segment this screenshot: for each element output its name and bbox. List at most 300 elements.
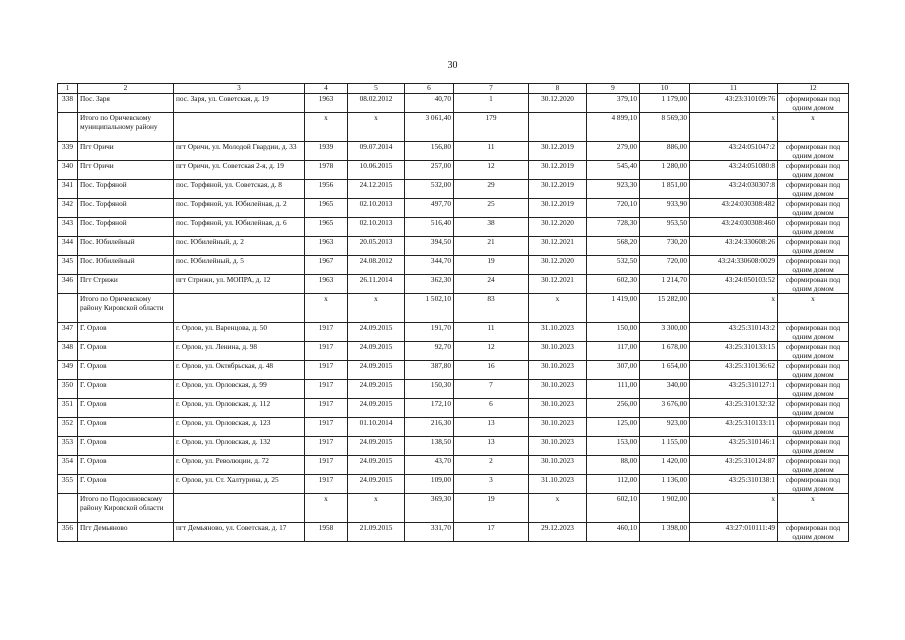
address-cell: г. Орлов, ул. Ст. Халтурина, д. 25 bbox=[174, 475, 305, 494]
area2-cell: 568,20 bbox=[587, 237, 640, 256]
area2-cell: 125,00 bbox=[587, 418, 640, 437]
row-number: 353 bbox=[58, 437, 78, 456]
deadline-cell: 30.12.2019 bbox=[529, 199, 587, 218]
cadastre-cell: 43:24:330608:0029 bbox=[690, 256, 778, 275]
date-cell: x bbox=[348, 494, 405, 523]
area2-cell: 111,00 bbox=[587, 380, 640, 399]
date-cell: 24.09.2015 bbox=[348, 361, 405, 380]
status-cell: сформирован под одним домом bbox=[778, 256, 849, 275]
cadastre-cell: 43:24:030308:482 bbox=[690, 199, 778, 218]
year-cell: 1978 bbox=[305, 161, 348, 180]
column-header: 8 bbox=[529, 84, 587, 94]
persons-cell: 13 bbox=[454, 418, 529, 437]
cadastre-cell: 43:23:310109:76 bbox=[690, 94, 778, 113]
year-cell: x bbox=[305, 113, 348, 142]
persons-cell: 3 bbox=[454, 475, 529, 494]
cadastre-cell: 43:25:310146:1 bbox=[690, 437, 778, 456]
cost-cell: 1 214,70 bbox=[640, 275, 690, 294]
status-cell: x bbox=[778, 494, 849, 523]
row-number bbox=[58, 494, 78, 523]
cost-cell: 1 155,00 bbox=[640, 437, 690, 456]
status-cell: сформирован под одним домом bbox=[778, 323, 849, 342]
area-cell: 43,70 bbox=[405, 456, 454, 475]
area2-cell: 379,10 bbox=[587, 94, 640, 113]
deadline-cell: 30.10.2023 bbox=[529, 437, 587, 456]
address-cell: г. Орлов, ул. Ленина, д. 98 bbox=[174, 342, 305, 361]
deadline-cell: 30.12.2019 bbox=[529, 161, 587, 180]
address-cell: г. Орлов, ул. Революции, д. 72 bbox=[174, 456, 305, 475]
deadline-cell bbox=[529, 113, 587, 142]
table-body bbox=[58, 94, 849, 542]
deadline-cell: 30.10.2023 bbox=[529, 342, 587, 361]
locality-cell: Пос. Юбилейный bbox=[78, 256, 174, 275]
locality-cell: Пгт Стрижи bbox=[78, 275, 174, 294]
persons-cell: 83 bbox=[454, 294, 529, 323]
locality-cell: Пос. Заря bbox=[78, 94, 174, 113]
year-cell: x bbox=[305, 494, 348, 523]
deadline-cell: 30.12.2020 bbox=[529, 256, 587, 275]
column-header: 1 bbox=[58, 84, 78, 94]
table-row bbox=[58, 437, 849, 456]
table-row bbox=[58, 199, 849, 218]
status-cell: сформирован под одним домом bbox=[778, 456, 849, 475]
area-cell: 191,70 bbox=[405, 323, 454, 342]
locality-cell: Пос. Торфяной bbox=[78, 218, 174, 237]
cost-cell: 1 179,00 bbox=[640, 94, 690, 113]
address-cell: пгт Стрижи, ул. МОПРА, д. 12 bbox=[174, 275, 305, 294]
area2-cell: 117,00 bbox=[587, 342, 640, 361]
date-cell: 21.09.2015 bbox=[348, 523, 405, 542]
persons-cell: 19 bbox=[454, 494, 529, 523]
locality-cell: Г. Орлов bbox=[78, 361, 174, 380]
date-cell: 01.10.2014 bbox=[348, 418, 405, 437]
cadastre-cell: 43:24:330608:26 bbox=[690, 237, 778, 256]
row-number: 341 bbox=[58, 180, 78, 199]
address-cell bbox=[174, 494, 305, 523]
persons-cell: 17 bbox=[454, 523, 529, 542]
cost-cell: 1 136,00 bbox=[640, 475, 690, 494]
area-cell: 1 502,10 bbox=[405, 294, 454, 323]
area2-cell: 4 899,10 bbox=[587, 113, 640, 142]
year-cell: 1917 bbox=[305, 342, 348, 361]
year-cell: 1917 bbox=[305, 418, 348, 437]
locality-cell: Г. Орлов bbox=[78, 380, 174, 399]
area2-cell: 1 419,00 bbox=[587, 294, 640, 323]
cost-cell: 1 678,00 bbox=[640, 342, 690, 361]
year-cell: 1963 bbox=[305, 237, 348, 256]
deadline-cell: 30.10.2023 bbox=[529, 456, 587, 475]
persons-cell: 2 bbox=[454, 456, 529, 475]
status-cell: сформирован под одним домом bbox=[778, 275, 849, 294]
area-cell: 387,80 bbox=[405, 361, 454, 380]
cadastre-cell: 43:25:310143:2 bbox=[690, 323, 778, 342]
persons-cell: 24 bbox=[454, 275, 529, 294]
table-row bbox=[58, 475, 849, 494]
status-cell: сформирован под одним домом bbox=[778, 523, 849, 542]
status-cell: сформирован под одним домом bbox=[778, 380, 849, 399]
area-cell: 362,30 bbox=[405, 275, 454, 294]
cost-cell: 1 851,00 bbox=[640, 180, 690, 199]
area2-cell: 545,40 bbox=[587, 161, 640, 180]
locality-cell: Г. Орлов bbox=[78, 323, 174, 342]
status-cell: сформирован под одним домом bbox=[778, 237, 849, 256]
deadline-cell: 30.12.2019 bbox=[529, 180, 587, 199]
column-header: 3 bbox=[174, 84, 305, 94]
table-row bbox=[58, 94, 849, 113]
table-row bbox=[58, 361, 849, 380]
table-row bbox=[58, 180, 849, 199]
column-header: 6 bbox=[405, 84, 454, 94]
cost-cell: 1 280,00 bbox=[640, 161, 690, 180]
address-cell: г. Орлов, ул. Октябрьская, д. 48 bbox=[174, 361, 305, 380]
deadline-cell: 31.10.2023 bbox=[529, 475, 587, 494]
status-cell: сформирован под одним домом bbox=[778, 218, 849, 237]
table-row bbox=[58, 142, 849, 161]
area2-cell: 923,30 bbox=[587, 180, 640, 199]
deadline-cell: 30.12.2021 bbox=[529, 237, 587, 256]
locality-cell: Г. Орлов bbox=[78, 456, 174, 475]
column-number-row bbox=[58, 84, 849, 94]
date-cell: 02.10.2013 bbox=[348, 218, 405, 237]
date-cell: x bbox=[348, 113, 405, 142]
cadastre-cell: 43:24:030307:8 bbox=[690, 180, 778, 199]
area-cell: 150,30 bbox=[405, 380, 454, 399]
area-cell: 3 061,40 bbox=[405, 113, 454, 142]
locality-cell: Пгт Демьяново bbox=[78, 523, 174, 542]
deadline-cell: x bbox=[529, 294, 587, 323]
area-cell: 156,80 bbox=[405, 142, 454, 161]
cadastre-cell: 43:24:051080:8 bbox=[690, 161, 778, 180]
cadastre-cell: 43:25:310133:15 bbox=[690, 342, 778, 361]
table-row bbox=[58, 380, 849, 399]
date-cell: 09.07.2014 bbox=[348, 142, 405, 161]
year-cell: 1917 bbox=[305, 380, 348, 399]
address-cell: пгт Оричи, ул. Молодой Гвардии, д. 33 bbox=[174, 142, 305, 161]
cadastre-cell: 43:25:310133:11 bbox=[690, 418, 778, 437]
status-cell: сформирован под одним домом bbox=[778, 180, 849, 199]
table-row bbox=[58, 342, 849, 361]
cost-cell: 15 282,00 bbox=[640, 294, 690, 323]
row-number: 344 bbox=[58, 237, 78, 256]
status-cell: сформирован под одним домом bbox=[778, 399, 849, 418]
table-row bbox=[58, 456, 849, 475]
locality-cell: Итого по Подосиновскому району Кировской области bbox=[78, 494, 174, 523]
status-cell: сформирован под одним домом bbox=[778, 199, 849, 218]
date-cell: 24.09.2015 bbox=[348, 323, 405, 342]
row-number: 346 bbox=[58, 275, 78, 294]
cost-cell: 3 300,00 bbox=[640, 323, 690, 342]
row-number: 350 bbox=[58, 380, 78, 399]
cadastre-cell: 43:24:030308:460 bbox=[690, 218, 778, 237]
persons-cell: 11 bbox=[454, 142, 529, 161]
subtotal-row bbox=[58, 294, 849, 323]
cadastre-cell: 43:25:310138:1 bbox=[690, 475, 778, 494]
area-cell: 331,70 bbox=[405, 523, 454, 542]
table-row bbox=[58, 418, 849, 437]
column-header: 12 bbox=[778, 84, 849, 94]
row-number: 342 bbox=[58, 199, 78, 218]
address-cell: г. Орлов, ул. Орловская, д. 99 bbox=[174, 380, 305, 399]
locality-cell: Пос. Торфяной bbox=[78, 199, 174, 218]
year-cell: 1958 bbox=[305, 523, 348, 542]
locality-cell: Пгт Оричи bbox=[78, 161, 174, 180]
area-cell: 172,10 bbox=[405, 399, 454, 418]
page-number: 30 bbox=[447, 60, 458, 71]
year-cell: x bbox=[305, 294, 348, 323]
year-cell: 1917 bbox=[305, 323, 348, 342]
address-cell: пос. Заря, ул. Советская, д. 19 bbox=[174, 94, 305, 113]
area2-cell: 112,00 bbox=[587, 475, 640, 494]
column-header: 9 bbox=[587, 84, 640, 94]
status-cell: сформирован под одним домом bbox=[778, 361, 849, 380]
address-cell: г. Орлов, ул. Орловская, д. 132 bbox=[174, 437, 305, 456]
area-cell: 92,70 bbox=[405, 342, 454, 361]
date-cell: x bbox=[348, 294, 405, 323]
deadline-cell: 29.12.2023 bbox=[529, 523, 587, 542]
cost-cell: 8 569,30 bbox=[640, 113, 690, 142]
date-cell: 26.11.2014 bbox=[348, 275, 405, 294]
area2-cell: 256,00 bbox=[587, 399, 640, 418]
cadastre-cell: 43:25:310136:62 bbox=[690, 361, 778, 380]
year-cell: 1967 bbox=[305, 256, 348, 275]
persons-cell: 12 bbox=[454, 342, 529, 361]
date-cell: 24.09.2015 bbox=[348, 456, 405, 475]
locality-cell: Пгт Оричи bbox=[78, 142, 174, 161]
deadline-cell: 31.10.2023 bbox=[529, 323, 587, 342]
status-cell: x bbox=[778, 113, 849, 142]
year-cell: 1917 bbox=[305, 399, 348, 418]
area2-cell: 88,00 bbox=[587, 456, 640, 475]
address-cell bbox=[174, 113, 305, 142]
cadastre-cell: x bbox=[690, 113, 778, 142]
year-cell: 1917 bbox=[305, 456, 348, 475]
subtotal-row bbox=[58, 113, 849, 142]
status-cell: сформирован под одним домом bbox=[778, 418, 849, 437]
area-cell: 344,70 bbox=[405, 256, 454, 275]
status-cell: сформирован под одним домом bbox=[778, 475, 849, 494]
deadline-cell: 30.12.2020 bbox=[529, 94, 587, 113]
column-header: 2 bbox=[78, 84, 174, 94]
area2-cell: 279,00 bbox=[587, 142, 640, 161]
area2-cell: 602,10 bbox=[587, 494, 640, 523]
status-cell: сформирован под одним домом bbox=[778, 94, 849, 113]
area-cell: 40,70 bbox=[405, 94, 454, 113]
area-cell: 109,00 bbox=[405, 475, 454, 494]
locality-cell: Г. Орлов bbox=[78, 437, 174, 456]
row-number: 340 bbox=[58, 161, 78, 180]
deadline-cell: 30.12.2019 bbox=[529, 142, 587, 161]
cadastre-cell: 43:25:310124:87 bbox=[690, 456, 778, 475]
locality-cell: Итого по Оричевскому району Кировской области bbox=[78, 294, 174, 323]
deadline-cell: 30.10.2023 bbox=[529, 380, 587, 399]
area-cell: 369,30 bbox=[405, 494, 454, 523]
cost-cell: 1 420,00 bbox=[640, 456, 690, 475]
address-cell: г. Орлов, ул. Орловская, д. 112 bbox=[174, 399, 305, 418]
persons-cell: 7 bbox=[454, 380, 529, 399]
row-number: 354 bbox=[58, 456, 78, 475]
year-cell: 1939 bbox=[305, 142, 348, 161]
area-cell: 532,00 bbox=[405, 180, 454, 199]
row-number: 345 bbox=[58, 256, 78, 275]
status-cell: сформирован под одним домом bbox=[778, 161, 849, 180]
row-number: 355 bbox=[58, 475, 78, 494]
row-number: 352 bbox=[58, 418, 78, 437]
persons-cell: 16 bbox=[454, 361, 529, 380]
date-cell: 24.12.2015 bbox=[348, 180, 405, 199]
address-cell: пос. Юбилейный, д. 5 bbox=[174, 256, 305, 275]
row-number: 349 bbox=[58, 361, 78, 380]
deadline-cell: 30.12.2021 bbox=[529, 275, 587, 294]
cadastre-cell: x bbox=[690, 494, 778, 523]
cadastre-cell: 43:24:051047:2 bbox=[690, 142, 778, 161]
row-number: 343 bbox=[58, 218, 78, 237]
persons-cell: 29 bbox=[454, 180, 529, 199]
area2-cell: 307,00 bbox=[587, 361, 640, 380]
persons-cell: 1 bbox=[454, 94, 529, 113]
date-cell: 24.08.2012 bbox=[348, 256, 405, 275]
year-cell: 1956 bbox=[305, 180, 348, 199]
persons-cell: 38 bbox=[454, 218, 529, 237]
area2-cell: 532,50 bbox=[587, 256, 640, 275]
row-number: 348 bbox=[58, 342, 78, 361]
area2-cell: 720,10 bbox=[587, 199, 640, 218]
cadastre-cell: 43:25:310127:1 bbox=[690, 380, 778, 399]
persons-cell: 11 bbox=[454, 323, 529, 342]
date-cell: 10.06.2015 bbox=[348, 161, 405, 180]
address-cell: г. Орлов, ул. Варенцова, д. 50 bbox=[174, 323, 305, 342]
date-cell: 02.10.2013 bbox=[348, 199, 405, 218]
table-row bbox=[58, 237, 849, 256]
locality-cell: Г. Орлов bbox=[78, 418, 174, 437]
address-cell: г. Орлов, ул. Орловская, д. 123 bbox=[174, 418, 305, 437]
cadastre-cell: 43:27:010111:49 bbox=[690, 523, 778, 542]
address-cell: пос. Торфяной, ул. Советская, д. 8 bbox=[174, 180, 305, 199]
status-cell: сформирован под одним домом bbox=[778, 342, 849, 361]
row-number: 339 bbox=[58, 142, 78, 161]
cost-cell: 1 654,00 bbox=[640, 361, 690, 380]
address-cell: пос. Торфяной, ул. Юбилейная, д. 6 bbox=[174, 218, 305, 237]
row-number bbox=[58, 294, 78, 323]
table-row bbox=[58, 323, 849, 342]
cadastre-cell: 43:25:310132:32 bbox=[690, 399, 778, 418]
year-cell: 1965 bbox=[305, 218, 348, 237]
area2-cell: 150,00 bbox=[587, 323, 640, 342]
table-row bbox=[58, 399, 849, 418]
locality-cell: Г. Орлов bbox=[78, 399, 174, 418]
locality-cell: Г. Орлов bbox=[78, 475, 174, 494]
area2-cell: 602,30 bbox=[587, 275, 640, 294]
area2-cell: 460,10 bbox=[587, 523, 640, 542]
address-cell: пгт Оричи, ул. Советская 2-я, д. 19 bbox=[174, 161, 305, 180]
locality-cell: Пос. Юбилейный bbox=[78, 237, 174, 256]
table-row bbox=[58, 275, 849, 294]
year-cell: 1917 bbox=[305, 437, 348, 456]
table-row bbox=[58, 256, 849, 275]
address-cell: пгт Демьяново, ул. Советская, д. 17 bbox=[174, 523, 305, 542]
persons-cell: 6 bbox=[454, 399, 529, 418]
row-number: 347 bbox=[58, 323, 78, 342]
date-cell: 08.02.2012 bbox=[348, 94, 405, 113]
area-cell: 138,50 bbox=[405, 437, 454, 456]
subtotal-row bbox=[58, 494, 849, 523]
locality-cell: Пос. Торфяной bbox=[78, 180, 174, 199]
date-cell: 24.09.2015 bbox=[348, 475, 405, 494]
locality-cell: Итого по Оричевскому муниципальному району bbox=[78, 113, 174, 142]
date-cell: 20.05.2013 bbox=[348, 237, 405, 256]
area-cell: 497,70 bbox=[405, 199, 454, 218]
column-header: 5 bbox=[348, 84, 405, 94]
address-cell bbox=[174, 294, 305, 323]
year-cell: 1917 bbox=[305, 361, 348, 380]
persons-cell: 19 bbox=[454, 256, 529, 275]
cadastre-cell: x bbox=[690, 294, 778, 323]
cost-cell: 953,50 bbox=[640, 218, 690, 237]
persons-cell: 12 bbox=[454, 161, 529, 180]
cost-cell: 933,90 bbox=[640, 199, 690, 218]
deadline-cell: 30.10.2023 bbox=[529, 399, 587, 418]
date-cell: 24.09.2015 bbox=[348, 342, 405, 361]
table-row bbox=[58, 161, 849, 180]
year-cell: 1965 bbox=[305, 199, 348, 218]
locality-cell: Г. Орлов bbox=[78, 342, 174, 361]
persons-cell: 13 bbox=[454, 437, 529, 456]
housing-register-table bbox=[57, 83, 849, 542]
year-cell: 1963 bbox=[305, 94, 348, 113]
cadastre-cell: 43:24:050103:52 bbox=[690, 275, 778, 294]
deadline-cell: 30.10.2023 bbox=[529, 418, 587, 437]
row-number: 338 bbox=[58, 94, 78, 113]
persons-cell: 179 bbox=[454, 113, 529, 142]
cost-cell: 3 676,00 bbox=[640, 399, 690, 418]
table-row bbox=[58, 218, 849, 237]
row-number bbox=[58, 113, 78, 142]
address-cell: пос. Юбилейный, д. 2 bbox=[174, 237, 305, 256]
column-header: 7 bbox=[454, 84, 529, 94]
cost-cell: 886,00 bbox=[640, 142, 690, 161]
area-cell: 394,50 bbox=[405, 237, 454, 256]
area-cell: 516,40 bbox=[405, 218, 454, 237]
deadline-cell: x bbox=[529, 494, 587, 523]
column-header: 4 bbox=[305, 84, 348, 94]
cost-cell: 730,20 bbox=[640, 237, 690, 256]
date-cell: 24.09.2015 bbox=[348, 437, 405, 456]
area2-cell: 728,30 bbox=[587, 218, 640, 237]
area-cell: 216,30 bbox=[405, 418, 454, 437]
column-header: 10 bbox=[640, 84, 690, 94]
cost-cell: 923,00 bbox=[640, 418, 690, 437]
persons-cell: 21 bbox=[454, 237, 529, 256]
cost-cell: 1 398,00 bbox=[640, 523, 690, 542]
date-cell: 24.09.2015 bbox=[348, 399, 405, 418]
status-cell: сформирован под одним домом bbox=[778, 142, 849, 161]
year-cell: 1963 bbox=[305, 275, 348, 294]
area2-cell: 153,00 bbox=[587, 437, 640, 456]
deadline-cell: 30.10.2023 bbox=[529, 361, 587, 380]
cost-cell: 720,00 bbox=[640, 256, 690, 275]
table-row bbox=[58, 523, 849, 542]
status-cell: x bbox=[778, 294, 849, 323]
persons-cell: 25 bbox=[454, 199, 529, 218]
cost-cell: 1 902,00 bbox=[640, 494, 690, 523]
address-cell: пос. Торфяной, ул. Юбилейная, д. 2 bbox=[174, 199, 305, 218]
area-cell: 257,00 bbox=[405, 161, 454, 180]
date-cell: 24.09.2015 bbox=[348, 380, 405, 399]
row-number: 351 bbox=[58, 399, 78, 418]
column-header: 11 bbox=[690, 84, 778, 94]
status-cell: сформирован под одним домом bbox=[778, 437, 849, 456]
year-cell: 1917 bbox=[305, 475, 348, 494]
deadline-cell: 30.12.2020 bbox=[529, 218, 587, 237]
